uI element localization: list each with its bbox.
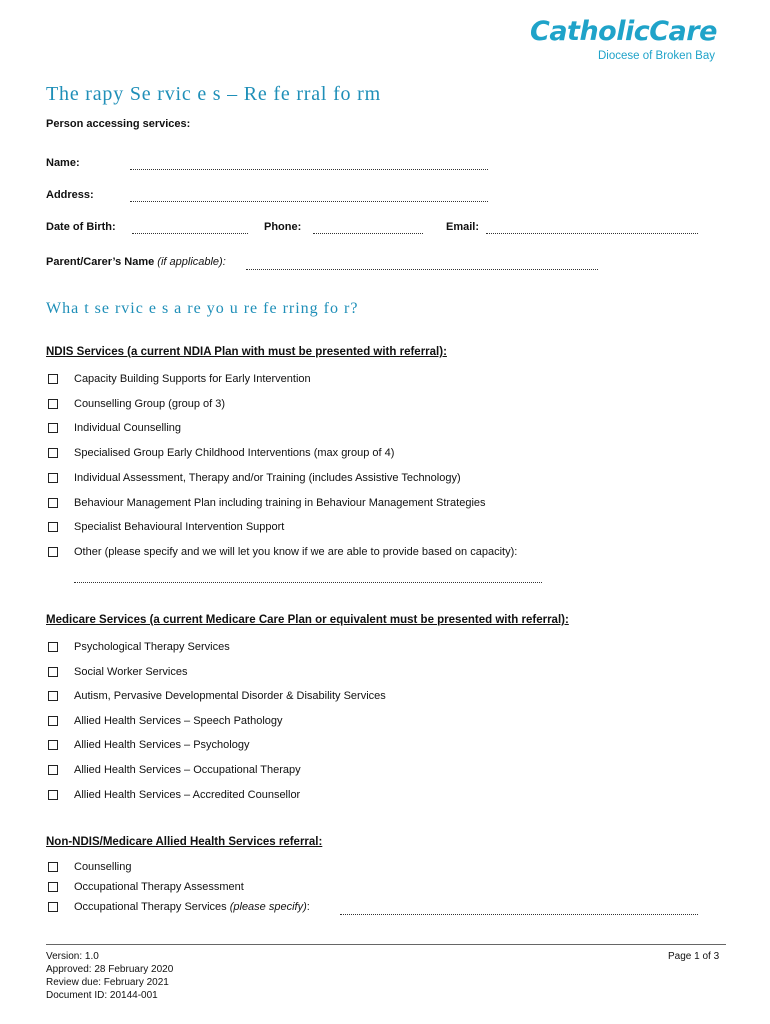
- medicare-item-label: Social Worker Services: [74, 666, 188, 678]
- page-number: Page 1 of 3: [668, 951, 720, 962]
- footer-info: [46, 950, 173, 1002]
- ndis-item-label: Specialist Behavioural Intervention Support: [74, 521, 285, 533]
- checkbox[interactable]: [48, 423, 58, 433]
- phone-label: Phone:: [264, 221, 302, 233]
- phone-field[interactable]: [313, 233, 423, 234]
- checkbox[interactable]: [48, 448, 58, 458]
- medicare-item-1: [48, 640, 230, 654]
- dob-label: Date of Birth:: [46, 221, 116, 233]
- ndis-item-label: Individual Counselling: [74, 422, 182, 434]
- parent-label-text: Parent/Carer’s Name: [46, 256, 155, 268]
- name-label: Name:: [46, 157, 80, 169]
- email-label: Email:: [446, 221, 480, 233]
- medicare-item-6: [48, 763, 301, 777]
- footer-approved: Approved: 28 February 2020: [46, 964, 174, 975]
- checkbox[interactable]: [48, 862, 58, 872]
- medicare-item-label: Allied Health Services – Occupational Therapy: [74, 764, 301, 776]
- footer-divider: [46, 944, 726, 945]
- checkbox[interactable]: [48, 399, 58, 409]
- checkbox[interactable]: [48, 902, 58, 912]
- checkbox[interactable]: [48, 882, 58, 892]
- parent-label-note: (if applicable):: [157, 256, 226, 268]
- ndis-item-1: [48, 372, 311, 386]
- ndis-item-7: [48, 520, 284, 534]
- checkbox[interactable]: [48, 473, 58, 483]
- ndis-item-6: [48, 496, 486, 510]
- footer-doc-id: Document ID: 20144-001: [46, 990, 158, 1001]
- logo-subtitle: Diocese of Broken Bay: [598, 50, 715, 62]
- address-label: Address:: [46, 189, 94, 201]
- medicare-item-label: Allied Health Services – Psychology: [74, 739, 250, 751]
- checkbox[interactable]: [48, 765, 58, 775]
- footer-review: Review due: February 2021: [46, 977, 169, 988]
- parent-field[interactable]: [246, 269, 598, 270]
- medicare-item-5: [48, 738, 249, 752]
- services-heading: Wha t se rvic e s a re yo u re fe rring fo r?: [46, 300, 359, 317]
- checkbox[interactable]: [48, 547, 58, 557]
- ndis-item-label: Capacity Building Supports for Early Intervention: [74, 373, 311, 385]
- ndis-item-label: Other (please specify and we will let you know if we are able to provide based on capacity):: [74, 546, 518, 558]
- medicare-item-3: [48, 689, 386, 703]
- checkbox[interactable]: [48, 374, 58, 384]
- non-ndis-item-label: [74, 901, 310, 913]
- medicare-item-7: [48, 788, 300, 802]
- medicare-item-label: Allied Health Services – Speech Pathology: [74, 715, 283, 727]
- non-ndis-item-1: [48, 860, 131, 874]
- address-field[interactable]: [130, 201, 488, 202]
- footer-version: Version: 1.0: [46, 951, 99, 962]
- dob-field[interactable]: [132, 233, 248, 234]
- name-field[interactable]: [130, 169, 488, 170]
- ndis-item-4: [48, 446, 394, 460]
- catholiccare-logo: CatholicCare: [530, 16, 717, 47]
- email-field[interactable]: [486, 233, 698, 234]
- checkbox[interactable]: [48, 522, 58, 532]
- checkbox[interactable]: [48, 498, 58, 508]
- parent-label: [46, 256, 226, 268]
- non-ndis-item-colon: :: [306, 901, 310, 913]
- ndis-other-field[interactable]: [74, 582, 542, 583]
- checkbox[interactable]: [48, 642, 58, 652]
- checkbox[interactable]: [48, 716, 58, 726]
- non-ndis-heading: Non-NDIS/Medicare Allied Health Services referral:: [46, 836, 323, 848]
- page-title: The rapy Se rvic e s – Re fe rral fo rm: [46, 83, 381, 105]
- checkbox[interactable]: [48, 790, 58, 800]
- ndis-item-5: [48, 471, 461, 485]
- checkbox[interactable]: [48, 740, 58, 750]
- non-ndis-item-label: Counselling: [74, 861, 132, 873]
- ndis-item-label: Specialised Group Early Childhood Interventions (max group of 4): [74, 447, 395, 459]
- non-ndis-item-2: [48, 880, 244, 894]
- ot-services-specify-field[interactable]: [340, 914, 698, 915]
- medicare-item-2: [48, 665, 188, 679]
- person-heading: Person accessing services:: [46, 118, 191, 130]
- medicare-item-label: Allied Health Services – Accredited Counsellor: [74, 789, 301, 801]
- ndis-item-label: Individual Assessment, Therapy and/or Training (includes Assistive Technology): [74, 472, 461, 484]
- medicare-item-label: Psychological Therapy Services: [74, 641, 230, 653]
- checkbox[interactable]: [48, 667, 58, 677]
- checkbox[interactable]: [48, 691, 58, 701]
- ndis-item-2: [48, 397, 225, 411]
- medicare-item-label: Autism, Pervasive Developmental Disorder & Disability Services: [74, 690, 386, 702]
- non-ndis-item-3: [48, 900, 310, 914]
- ndis-item-label: Behaviour Management Plan including training in Behaviour Management Strategies: [74, 497, 486, 509]
- ndis-item-8: [48, 545, 517, 559]
- ndis-item-label: Counselling Group (group of 3): [74, 398, 226, 410]
- ndis-item-3: [48, 421, 181, 435]
- medicare-item-4: [48, 714, 283, 728]
- medicare-heading: Medicare Services (a current Medicare Care Plan or equivalent must be presented with referral):: [46, 614, 569, 626]
- non-ndis-item-note: (please specify): [229, 901, 307, 913]
- non-ndis-item-label: Occupational Therapy Assessment: [74, 881, 244, 893]
- ndis-heading: NDIS Services (a current NDIA Plan with must be presented with referral):: [46, 346, 447, 358]
- non-ndis-item-text: Occupational Therapy Services: [74, 901, 227, 913]
